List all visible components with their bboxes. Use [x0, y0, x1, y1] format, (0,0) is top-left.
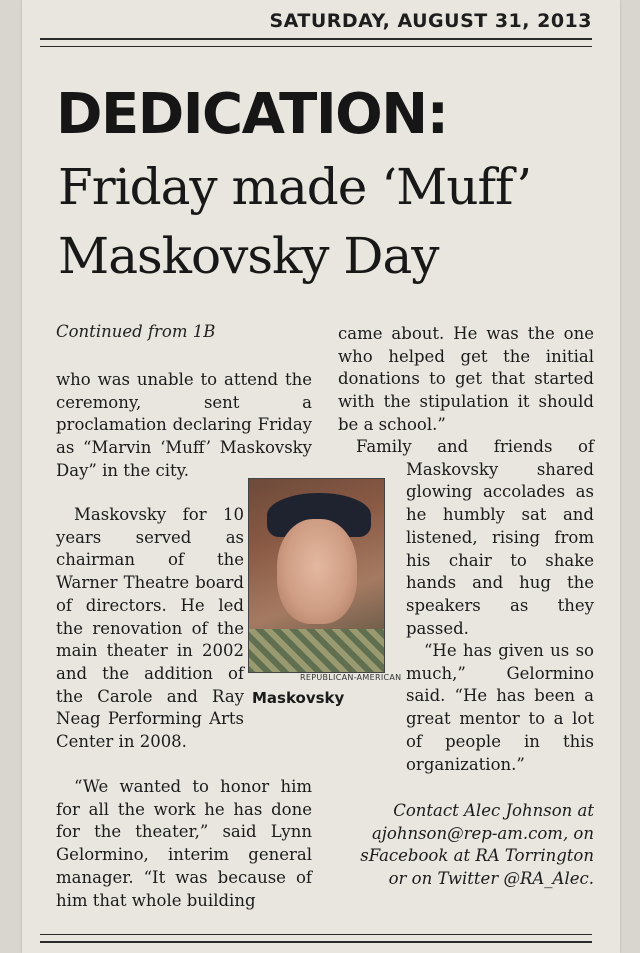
column-2 — [338, 323, 594, 437]
column-1 — [56, 369, 312, 483]
bottom-rule — [40, 941, 592, 943]
photo-credit: REPUBLICAN-AMERICAN — [300, 673, 402, 682]
top-rule-thin — [40, 46, 592, 47]
paragraph: came about. He was the one who helped get the initial donations to get that started with the stipulation it should be a school.” — [338, 324, 594, 434]
contact-line: Contact Alec Johnson at ajohnson@rep-am.com, on sFacebook at RA Torrington or on Twitter @RA_Alec. — [360, 801, 594, 889]
column-1-lower — [56, 776, 312, 912]
contact-info — [338, 800, 594, 891]
top-rule — [40, 38, 592, 40]
bottom-rule-thin — [40, 934, 592, 935]
paragraph: Family and friends of Maskovsky shared glowing accolades as he humbly sat and listened, rising from his chair to shake hands and hug the speakers as they passed. — [356, 437, 594, 638]
paragraph: “We wanted to honor him for all the work he has done for the theater,” said Lynn Gelormino, interim general manager. “It was because of him that whole building — [56, 777, 312, 910]
headline: Friday made ‘Muff’ Maskovsky Day — [58, 158, 532, 285]
continued-note: Continued from 1B — [56, 322, 216, 341]
paragraph-text: who was unable to attend the ceremony, sent a proclamation declaring Friday as “Marvin ‘Muff’ Maskovsky Day” in the city. — [56, 370, 312, 480]
photo-caption: Maskovsky — [252, 689, 345, 707]
headline-kicker: DEDICATION: — [56, 82, 448, 147]
column-1-wrap — [56, 504, 244, 754]
dateline: SATURDAY, AUGUST 31, 2013 — [269, 10, 592, 32]
column-2-quote — [338, 640, 594, 776]
column-2-wrap — [338, 436, 594, 640]
paragraph: Maskovsky for 10 years served as chairman of the Warner Theatre board of directors. He led the renovation of the main theater in 2002 and the addition of the Carole and Ray Neag Performing Arts Center in 2008. — [56, 505, 244, 752]
paragraph — [56, 369, 312, 483]
paragraph: “He has given us so much,” Gelormino said. “He has been a great mentor to a lot of people in this organization.” — [406, 641, 594, 774]
